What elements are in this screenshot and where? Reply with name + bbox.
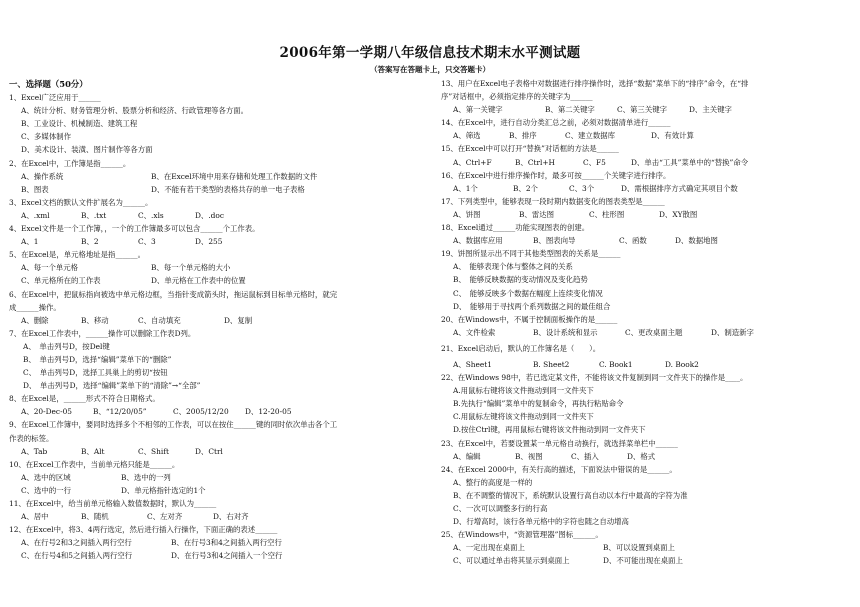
question-text: 19、饼图所显示出不同于其他类型图表的关系是______: [441, 249, 621, 259]
option: D、右对齐: [213, 512, 249, 522]
option: D、XY散图: [659, 209, 698, 219]
option-row: [9, 314, 425, 327]
option: A、.xml: [21, 210, 50, 220]
option: C、建立数据库: [565, 131, 615, 141]
question-text: 4、Excel文件是一个工作簿，，一个的工作簿最多可以包含______个工作表。: [9, 224, 260, 234]
option-line: B、 能够反映数据的变动情况及变化趋势: [453, 275, 588, 285]
option-line: B、在不调整的情况下，系统默认设置行高自动以本行中最高的字符为准: [453, 490, 688, 500]
option: B、在Excel环境中用来存储和处理工作数据的文件: [151, 171, 318, 181]
question-text: 22、在Windows 98中，若已选定某文件，不能将该文件复制到同一文件夹下的操作是____。: [441, 373, 748, 383]
option-row: [441, 156, 853, 169]
option: C、在行号4和5之间插入两行空行: [21, 551, 133, 561]
option-line: C.用鼠标左键将该文件拖动到同一文件夹下: [453, 412, 594, 422]
option: B、在行号3和4之间插入两行空行: [171, 538, 282, 548]
option: B、Alt: [81, 446, 105, 456]
option-row: [441, 129, 853, 142]
option-row: [9, 209, 425, 222]
option: D、单元格在工作表中的位置: [151, 276, 246, 286]
option: D、复制: [224, 315, 253, 325]
option-line: C、 单击列号D，选择工具巢上的剪切“按钮: [23, 368, 168, 378]
left-column: [9, 78, 425, 562]
option: D、格式: [627, 451, 656, 461]
option: A、1个: [453, 183, 478, 193]
question-text: 6、在Excel中，把鼠标指向被选中单元格边框，当指针变成箭头时，拖运鼠标到目标单元格时，就完: [9, 289, 338, 299]
option: B、每一个单元格的大小: [151, 263, 231, 273]
page-title: 2006年第一学期八年级信息技术期末水平测试题: [279, 45, 581, 61]
option-row: [441, 358, 853, 371]
option: A、文件检索: [453, 327, 496, 337]
question-text: 14、在Excel中，进行自动分类汇总之前，必须对数据清单进行______: [441, 118, 671, 128]
option: D、Ctrl: [195, 446, 223, 456]
option: D、主关键字: [689, 105, 732, 115]
question-text: 成______操作。: [9, 302, 61, 312]
option-row: [9, 170, 425, 183]
option-line: A、统计分析、财务管理分析、股票分析和经济、行政管理等各方面。: [21, 106, 249, 116]
option: C. Book1: [599, 359, 633, 369]
option: B、视图: [515, 451, 543, 461]
option: A、Tab: [21, 446, 48, 456]
option: A、在行号2和3之间插入两行空行: [21, 538, 132, 548]
option: C、3个: [569, 183, 595, 193]
option-row: [9, 471, 425, 484]
question-text: 13、用户在Excel电子表格中对数据进行排序操作时，选择“数据”菜单下的“排序”命令，在“排: [441, 79, 749, 88]
option: C、Shift: [138, 446, 169, 456]
option: A、居中: [21, 512, 49, 522]
option-line: B.先执行“编辑”菜单中的复制命令，再执行粘贴命令: [453, 399, 624, 409]
question-text: 12、在Excel中，将3、4两行选定，然后进行插入行操作，下面正确的表述______: [9, 525, 278, 535]
option: D、12-20-05: [245, 407, 292, 417]
option: B、2: [81, 237, 99, 247]
option-row: [9, 510, 425, 523]
option-line: D.按住Ctrl键，再用鼠标右键将该文件拖动到同一文件夹下: [453, 425, 646, 435]
question-text: 7、在Excel工作表中，______操作可以删除工作表D列。: [9, 328, 196, 338]
option-row: [441, 450, 853, 463]
option: A、数据库应用: [453, 236, 503, 246]
option-line: A、 单击列号D，按Del键: [23, 341, 110, 351]
option: C、自动填充: [138, 315, 181, 325]
question-text: 23、在Excel中，若要设置某一单元格自动换行，就选择菜单栏中______: [441, 438, 678, 448]
option: B、移动: [81, 315, 109, 325]
option-row: [441, 326, 853, 339]
option: D、不能有若干类型的表格共存的单一电子表格: [151, 184, 305, 194]
option: C、柱形图: [589, 209, 625, 219]
option: D、不可能出现在桌面上: [603, 556, 683, 566]
option: B、选中的一列: [121, 472, 171, 482]
option: B、Ctrl+H: [515, 157, 555, 167]
option: C、.xls: [138, 210, 164, 220]
option: B、第二关键字: [545, 105, 595, 115]
option-line: D、 能够用于寻找两个系列数据之间的最佳组合: [453, 301, 611, 311]
right-questions: [441, 77, 853, 567]
question-text: 2、在Excel中，工作簿是指______。: [9, 158, 131, 168]
question-text: 16、在Excel中进行排序操作时，最多可按______个关键字进行排序。: [441, 170, 671, 180]
option: D、数据地图: [675, 236, 718, 246]
option-line: B、 单击列号D，选择“编辑”菜单下的“删除”: [23, 354, 172, 364]
option: D、单元格指针选定的1个: [121, 485, 206, 495]
option: B、图表向导: [533, 236, 576, 246]
option-line: A、整行的高度是一样的: [453, 477, 533, 487]
question-text: 15、在Excel中可以打开“替换”对话框的方法是______: [441, 144, 619, 154]
option: A、删除: [21, 315, 49, 325]
option: C、第三关键字: [617, 105, 667, 115]
option-row: [9, 274, 425, 287]
option: B、排序: [509, 131, 537, 141]
option-line: D、美术设计、装潢、图片制作等各方面: [21, 145, 153, 155]
question-text: 25、在Windows中，“资源管理器”图标______。: [441, 530, 603, 540]
option-line: D、 单击列号D，选择“编辑”菜单下的“清除”→“全部”: [23, 381, 201, 391]
option-row: [9, 235, 425, 248]
option: B、.txt: [81, 210, 107, 220]
option: A、操作系统: [21, 171, 64, 181]
option-row: [441, 208, 853, 221]
option-line: D、行增高时，该行各单元格中的字符也随之自动增高: [453, 517, 629, 527]
option-line: A.用鼠标右键将该文件拖动到同一文件夹下: [453, 386, 594, 396]
question-text: 3、Excel文档的默认文件扩展名为______。: [9, 197, 153, 207]
option: C、更改桌面主题: [625, 327, 683, 337]
option-row: [9, 549, 425, 562]
option: B、图表: [21, 184, 49, 194]
option: D、有效计算: [651, 131, 694, 141]
right-column: [441, 77, 853, 567]
left-questions: [9, 91, 425, 562]
option-line: C、多媒体制作: [21, 132, 71, 142]
option: A、1: [21, 237, 39, 247]
option-line: A、 能够表现个体与整体之间的关系: [453, 262, 573, 272]
question-text: 1、Excel广泛应用于______: [9, 93, 101, 103]
question-text: 11、在Excel中，给当前单元格输入数值数据时，默认为______: [9, 499, 217, 508]
option-row: [441, 234, 853, 247]
option-row: [441, 182, 853, 195]
option-row: [441, 103, 853, 116]
option-row: [9, 536, 425, 549]
section-heading: 一、选择题（50分）: [9, 79, 88, 89]
question-text: 序”对话框中，必须指定排序的关键字为______: [441, 92, 593, 102]
option: C、函数: [619, 236, 647, 246]
option: C、3: [138, 237, 156, 247]
option: C、2005/12/20: [173, 407, 229, 417]
question-text: 5、在Excel是，单元格地址是指______。: [9, 250, 146, 260]
option: B、可以设置到桌面上: [603, 543, 675, 553]
option: B、2个: [513, 183, 538, 193]
option: B、随机: [81, 512, 109, 522]
option-row: [9, 261, 425, 274]
option: D. Book2: [665, 359, 699, 369]
option: C、可以通过单击将其显示到桌面上: [453, 556, 570, 566]
question-text: 17、下列类型中，能够表现一段时期内数据变化的图表类型是______: [441, 196, 665, 206]
question-text: 10、在Excel工作表中，当前单元格只能是______。: [9, 459, 180, 469]
option: A、第一关键字: [453, 105, 503, 115]
option: D、在行号3和4之间插入一个空行: [171, 551, 283, 561]
option: B. Sheet2: [533, 359, 570, 369]
page-subtitle: （答案写在答题卡上，只交答题卡）: [370, 65, 490, 74]
option-row: [9, 183, 425, 196]
option: A、Ctrl+F: [453, 157, 492, 167]
option-line: B、工业设计、机械制造、建筑工程: [21, 119, 138, 129]
option: A、一定出现在桌面上: [453, 543, 525, 553]
question-text: 9、在Excel工作簿中，要同时选择多个不相邻的工作表，可以在按住______键的同时依次单击各个工: [9, 420, 338, 430]
option: A、每一个单元格: [21, 263, 79, 273]
option: D、制造新字: [711, 327, 754, 337]
question-text: 8、在Excel是，______形式不符合日期格式。: [9, 394, 160, 404]
option-row: [441, 541, 853, 554]
option: D、255: [195, 237, 223, 247]
question-text: 20、在Windows中，不属于控制面板操作的是______: [441, 314, 618, 324]
question-text: 作表的标签。: [9, 433, 54, 443]
option: C、单元格所在的工作表: [21, 276, 101, 286]
option-row: [9, 484, 425, 497]
option: A、20-Dec-05: [21, 407, 72, 417]
option: C、选中的一行: [21, 485, 71, 495]
option-row: [441, 554, 853, 567]
question-text: 24、在Excel 2000中，有关行高的描述，下面说法中错误的是______。: [441, 464, 677, 474]
option: B、“12/20/05”: [93, 407, 147, 417]
option-line: C、一次可以调整多行的行高: [453, 504, 548, 513]
option: A、编辑: [453, 451, 481, 461]
option-row: [9, 405, 425, 418]
option: B、雷达图: [519, 209, 554, 219]
option-row: [9, 445, 425, 458]
option: D、.doc: [195, 210, 224, 220]
option: D、需根据排序方式确定其项目个数: [621, 183, 738, 193]
option: C、插入: [571, 451, 599, 461]
option: D、单击“工具”菜单中的“替换”命令: [631, 157, 749, 167]
option: A、饼图: [453, 209, 481, 219]
option: B、设计系统和显示: [533, 327, 598, 337]
question-text: 21、Excel启动后，默认的工作簿名是（ ）。: [441, 343, 601, 353]
option: A、Sheet1: [453, 359, 492, 369]
option: C、F5: [583, 157, 606, 167]
option: A、选中的区域: [21, 472, 71, 482]
option-line: C、 能够反映多个数据在幅度上连续变化情况: [453, 288, 603, 298]
option: C、左对齐: [147, 512, 183, 522]
option: A、筛选: [453, 131, 481, 141]
question-text: 18、Excel通过______功能实现图表的创建。: [441, 223, 590, 233]
